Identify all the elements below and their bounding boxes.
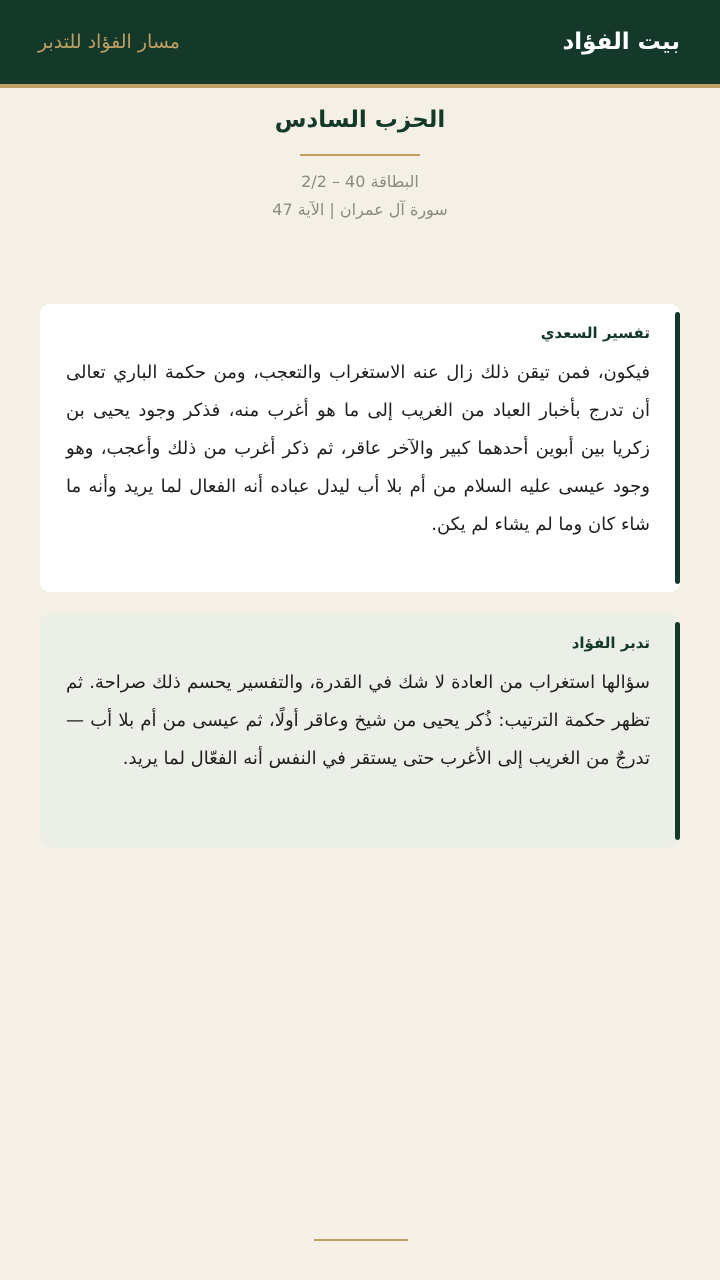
tadabbur-panel	[40, 614, 680, 848]
tadabbur-text: سؤالها استغراب من العادة لا شك في القدرة، والتفسير يحسم ذلك صراحة. ثم تظهر حكمة الترتيب: ذُكر يحيى من شيخ وعاقر أولًا، ثم عيسى من أم بلا أب — تدرجٌ من الغريب إلى الأغرب حتى يستقر في النفس أنه الفعّال لما يريد.	[66, 672, 650, 769]
tafsir-title: تفسير السعدي	[540, 324, 650, 342]
tadabbur-accent-bar	[675, 622, 680, 840]
tafsir-accent-bar	[675, 312, 680, 584]
tadabbur-title: تدبر الفؤاد	[571, 634, 650, 652]
tafsir-text: فيكون، فمن تيقن ذلك زال عنه الاستغراب والتعجب، ومن حكمة الباري تعالى أن تدرج بأخبار العباد من الغريب إلى ما هو أغرب منه، فذكر وجود يحيى بن زكريا بين أبوين أحدهما كبير والآخر عاقر، ثم ذكر أغرب من ذلك وأعجب، وهو وجود عيسى عليه السلام من أم بلا أب ليدل عباده أنه الفعال لما يريد وأنه ما شاء كان وما لم يشاء لم يكن.	[66, 362, 650, 535]
bottom-divider	[314, 1239, 408, 1241]
app-subtitle: مسار الفؤاد للتدبر	[38, 31, 180, 53]
section-heading	[0, 96, 720, 224]
verse-reference: سورة آل عمران | الآية 47	[272, 200, 448, 219]
card-counter: البطاقة 40 – 2/2	[301, 172, 419, 191]
app-title: بيت الفؤاد	[562, 29, 680, 55]
tafsir-panel	[40, 304, 680, 592]
app-bar	[0, 0, 720, 88]
hizb-title: الحزب السادس	[274, 107, 446, 133]
title-divider	[300, 154, 420, 156]
